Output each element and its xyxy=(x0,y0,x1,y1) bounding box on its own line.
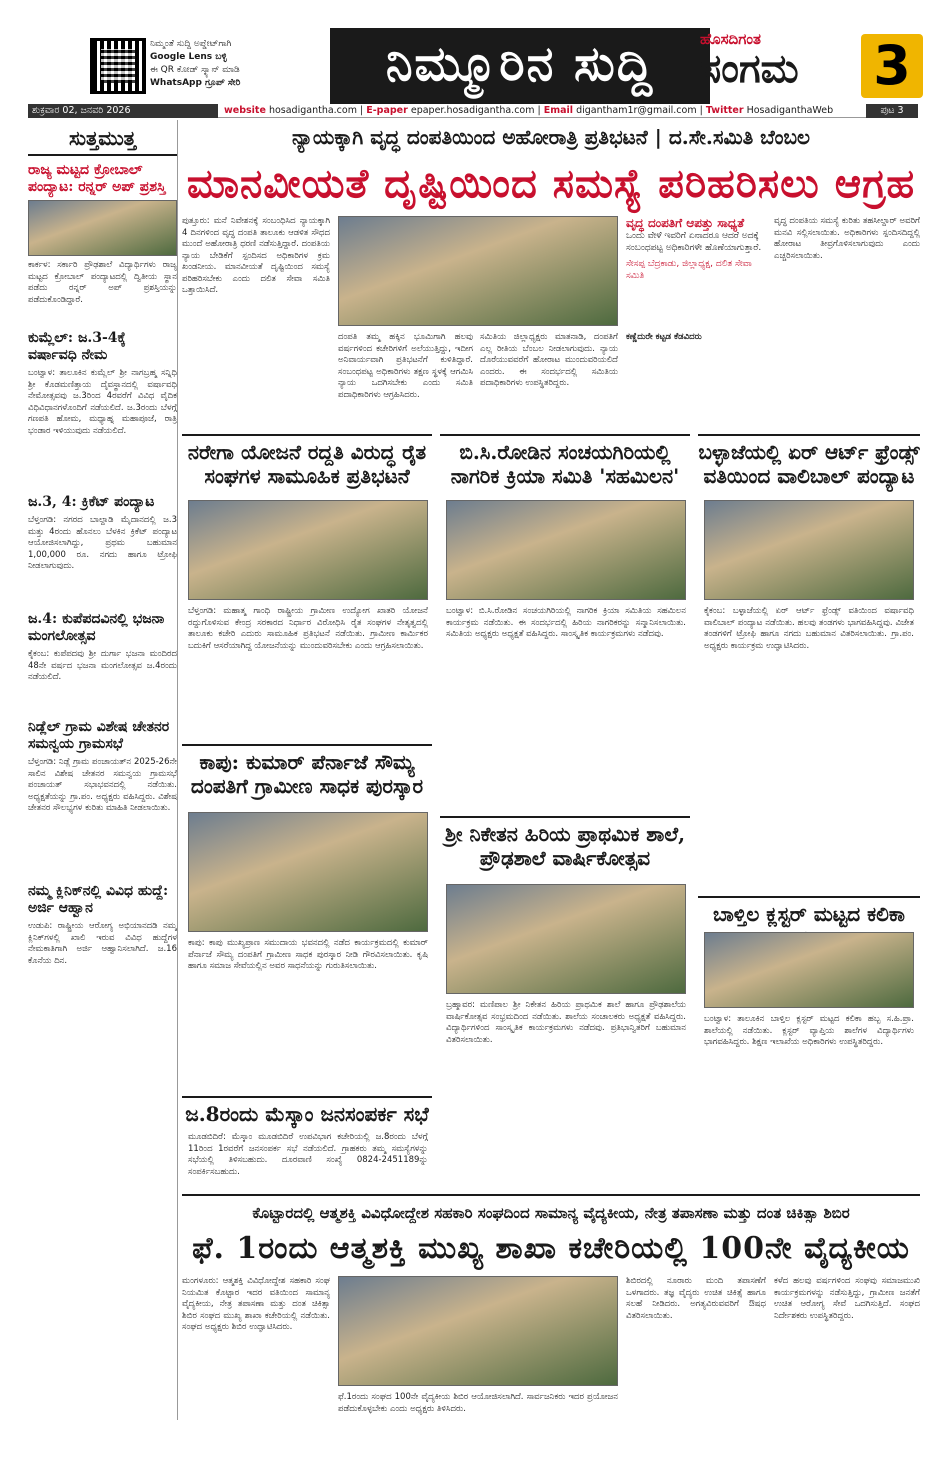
bottom-body: ಶಿಬಿರದಲ್ಲಿ ನೂರಾರು ಮಂದಿ ತಪಾಸಣೆಗೆ ಒಳಗಾದರು. ತಜ್ಞ ವೈದ್ಯರು ಉಚಿತ ಚಿಕಿತ್ಸೆ ಹಾಗೂ ಸಲಹೆ ನೀಡಿದರು. ಅಗತ್ಯವಿರುವವರಿಗೆ ಔಷಧ ವಿತರಿಸಲಾಯಿತು. xyxy=(626,1276,766,1321)
email-link[interactable]: digantham1r@gmail.com xyxy=(576,105,697,116)
divider xyxy=(182,1194,920,1196)
website-link[interactable]: hosadigantha.com xyxy=(268,105,357,116)
lead-photo xyxy=(338,216,618,326)
quote-text: ಒಂದು ವೇಳೆ ಇವರಿಗೆ ಏನಾದರೂ ಆದರೆ ಅದಕ್ಕೆ ಸಂಬಂಧಪಟ್ಟ ಅಧಿಕಾರಿಗಳೇ ಹೊಣೆಯಾಗುತ್ತಾರೆ. xyxy=(626,231,762,253)
promo-line: ನಿಮ್ಮಂತೆ ಸುದ್ದಿ ಅಪ್ಡೇಟ್‌ಗಾಗಿ xyxy=(150,39,232,49)
brief-photo xyxy=(28,200,177,256)
epaper-link[interactable]: epaper.hosadigantha.com xyxy=(410,105,535,116)
page-number: 3 xyxy=(861,34,923,98)
story-body: ಕಾಪು: ಕಾಪು ಮುಖ್ಯಪ್ರಾಣ ಸಮುದಾಯ ಭವನದಲ್ಲಿ ನಡೆದ ಕಾರ್ಯಕ್ರಮದಲ್ಲಿ ಕುಮಾರ್ ಪೆರ್ನಾಜೆ ಸೌಮ್ಯ ದಂಪತಿಗೆ ಗ್ರಾಮೀಣ ಸಾಧಕ ಪುರಸ್ಕಾರ ನೀಡಿ ಗೌರವಿಸಲಾಯಿತು. ಕೃಷಿ ಹಾಗೂ ಸಮಾಜ ಸೇವೆಯಲ್ಲಿನ ಅವರ ಸಾಧನೆಯನ್ನು ಗುರುತಿಸಲಾಯಿತು. xyxy=(188,938,428,971)
story-title: ಬಳ್ಳಾಜೆಯಲ್ಲಿ ಏರ್ ಆರ್ಟ್ ಫ್ರೆಂಡ್ಸ್ ವತಿಯಿಂದ ವಾಲಿಬಾಲ್ ಪಂದ್ಯಾಟ xyxy=(698,434,920,496)
story-body: ಬಂಟ್ವಾಳ: ತಾಲೂಕಿನ ಬಾಳ್ತಿಲ ಕ್ಲಸ್ಟರ್ ಮಟ್ಟದ ಕಲಿಕಾ ಹಬ್ಬ ಸ.ಹಿ.ಪ್ರಾ. ಶಾಲೆಯಲ್ಲಿ ನಡೆಯಿತು. ಕ್ಲಸ್ಟರ್ ವ್ಯಾಪ್ತಿಯ ಶಾಲೆಗಳ ವಿದ್ಯಾರ್ಥಿಗಳು ಭಾಗವಹಿಸಿದ್ದರು. ಶಿಕ್ಷಣ ಇಲಾಖೆಯ ಅಧಿಕಾರಿಗಳು ಉಪಸ್ಥಿತರಿದ್ದರು. xyxy=(704,1014,914,1047)
brief-title: ಕುಮ್ಲೆಲ್: ಜ.3-4ಕ್ಕೆ ವರ್ಷಾವಧಿ ನೇಮ xyxy=(28,330,126,363)
story-photo xyxy=(446,500,686,600)
brand-name: ಸಂಗಮ xyxy=(700,45,799,92)
lead-body: ದಂಪತಿ ತಮ್ಮ ಹಕ್ಕಿನ ಭೂಮಿಗಾಗಿ ಹಲವು ವರ್ಷಗಳಿಂದ ಕಚೇರಿಗಳಿಗೆ ಅಲೆಯುತ್ತಿದ್ದು, ಇದೀಗ ಅನಿವಾರ್ಯವಾಗಿ ಪ್ರತಿಭಟನೆಗೆ ಕುಳಿತಿದ್ದಾರೆ. ಸಂಬಂಧಪಟ್ಟ ಅಧಿಕಾರಿಗಳು ತಕ್ಷಣ ಸ್ಥಳಕ್ಕೆ ಆಗಮಿಸಿ ನ್ಯಾಯ ಒದಗಿಸಬೇಕು ಎಂದು ಸಮಿತಿ ಪದಾಧಿಕಾರಿಗಳು ಆಗ್ರಹಿಸಿದರು. xyxy=(338,332,473,400)
bottom-photo xyxy=(338,1276,618,1386)
story-body: ಬೆಳ್ತಂಗಡಿ: ಮಹಾತ್ಮ ಗಾಂಧಿ ರಾಷ್ಟ್ರೀಯ ಗ್ರಾಮೀಣ ಉದ್ಯೋಗ ಖಾತರಿ ಯೋಜನೆ ರದ್ದುಗೊಳಿಸುವ ಕೇಂದ್ರ ಸರಕಾರದ ನಿರ್ಧಾರ ವಿರೋಧಿಸಿ ರೈತ ಸಂಘಗಳ ನೇತೃತ್ವದಲ್ಲಿ ತಾಲೂಕು ಕಚೇರಿ ಎದುರು ಸಾಮೂಹಿಕ ಪ್ರತಿಭಟನೆ ನಡೆಯಿತು. ಗ್ರಾಮೀಣ ಕಾರ್ಮಿಕರ ಬದುಕಿಗೆ ಆಸರೆಯಾಗಿದ್ದ ಯೋಜನೆಯನ್ನು ಮುಂದುವರಿಸಬೇಕು ಎಂದು ಆಗ್ರಹಿಸಲಾಯಿತು. xyxy=(188,606,428,651)
brief-title: ರಾಜ್ಯ ಮಟ್ಟದ ಕ್ರೋಬಾಲ್ ಪಂದ್ಯಾಟ: ರನ್ನರ್ ಅಪ್ ಪ್ರಶಸ್ತಿ xyxy=(28,162,166,195)
masthead xyxy=(0,0,945,104)
lead-subhead: ಕಣ್ಣೆದುರೇ ಕಟ್ಟಡ ಕೆಡವಿದರು xyxy=(626,332,702,342)
brief-body: ಬಂಟ್ವಾಳ: ತಾಲೂಕಿನ ಕುಮ್ಲೆಲ್ ಶ್ರೀ ನಾಗಬ್ರಹ್ಮ ಸನ್ನಿಧಿ ಶ್ರೀ ಕೊಡಮಣಿತ್ತಾಯ ದೈವಸ್ಥಾನದಲ್ಲಿ ವರ್ಷಾವಧಿ ನೇಮೋತ್ಸವವು ಜ.3ರಿಂದ 4ರವರೆಗೆ ವಿವಿಧ ವೈದಿಕ ವಿಧಿವಿಧಾನಗಳೊಂದಿಗೆ ನಡೆಯಲಿದೆ. ಜ.3ರಂದು ಬೆಳಗ್ಗೆ ಗಣಪತಿ ಹೋಮ, ಮಧ್ಯಾಹ್ನ ಮಹಾಪೂಜೆ, ರಾತ್ರಿ ಭಂಡಾರ ಇಳಿಯುವುದು ನಡೆಯಲಿದೆ. xyxy=(28,368,177,436)
brand-tag: ಹೊಸದಿಗಂತ xyxy=(700,30,761,48)
story-title: ಬಿ.ಸಿ.ರೋಡಿನ ಸಂಚಯಗಿರಿಯಲ್ಲಿ ನಾಗರಿಕ ಕ್ರಿಯಾ ಸಮಿತಿ 'ಸಹಮಿಲನ' xyxy=(440,434,690,496)
qr-code-icon xyxy=(90,38,146,94)
bottom-headline: ಫೆ. 1ರಂದು ಆತ್ಮಶಕ್ತಿ ಮುಖ್ಯ ಶಾಖಾ ಕಚೇರಿಯಲ್ಲಿ 100ನೇ ವೈದ್ಯಕೀಯ xyxy=(192,1231,910,1266)
story-photo xyxy=(188,500,428,600)
lead-headline: ಮಾನವೀಯತೆ ದೃಷ್ಟಿಯಿಂದ ಸಮಸ್ಯೆ ಪರಿಹರಿಸಲು ಆಗ್ರಹ xyxy=(186,160,916,207)
brief-title: ನಮ್ಮ ಕ್ಲಿನಿಕ್‌ನಲ್ಲಿ ವಿವಿಧ ಹುದ್ದೆ: ಅರ್ಜಿ ಆಹ್ವಾನ xyxy=(28,883,169,916)
promo-line: Google Lens ಬಳ್ಳಿ xyxy=(150,52,227,62)
brief-title: ಜ.3, 4: ಕ್ರಿಕೆಟ್ ಪಂದ್ಯಾಟ xyxy=(28,494,155,510)
story-title: ಶ್ರೀ ನಿಕೇತನ ಹಿರಿಯ ಪ್ರಾಥಮಿಕ ಶಾಲೆ, ಪ್ರೌಢಶಾಲೆ ವಾರ್ಷಿಕೋತ್ಸವ xyxy=(440,816,690,878)
quote-author: ಸೇಸಪ್ಪ ಬೆದ್ರಕಾಡು, ಜಿಲ್ಲಾಧ್ಯಕ್ಷ, ದಲಿತ ಸೇವಾ ಸಮಿತಿ xyxy=(626,259,752,281)
date: ಶುಕ್ರವಾರ 02, ಜನವರಿ 2026 xyxy=(28,104,218,118)
twitter-label: Twitter xyxy=(705,105,744,116)
brief-body: ಬೆಳ್ತಂಗಡಿ: ನಿಡ್ಲೆ ಗ್ರಾಮ ಪಂಚಾಯತ್‌ನ 2025-26ನೇ ಸಾಲಿನ ವಿಶೇಷ ಚೇತನರ ಸಮನ್ವಯ ಗ್ರಾಮಸಭೆ ಪಂಚಾಯತ್ ಸಭಾಭವನದಲ್ಲಿ ನಡೆಯಿತು. ಅಧ್ಯಕ್ಷತೆಯನ್ನು ಗ್ರಾ.ಪಂ. ಅಧ್ಯಕ್ಷರು ವಹಿಸಿದ್ದರು. ವಿಶೇಷ ಚೇತನರ ಸೌಲಭ್ಯಗಳ ಕುರಿತು ಮಾಹಿತಿ ನೀಡಲಾಯಿತು. xyxy=(28,757,177,813)
story-title: ಬಾಳ್ತಿಲ ಕ್ಲಸ್ಟರ್ ಮಟ್ಟದ ಕಲಿಕಾ xyxy=(698,896,920,928)
epaper-label: E-paper xyxy=(366,105,408,116)
brief-body: ಕೈಕಂಬ: ಕುಪೆಪದವು ಶ್ರೀ ದುರ್ಗಾ ಭಜನಾ ಮಂದಿರದ 48ನೇ ವರ್ಷದ ಭಜನಾ ಮಂಗಲೋತ್ಸವ ಜ.4ರಂದು ನಡೆಯಲಿದೆ. xyxy=(28,649,177,682)
promo-line: WhatsApp ಗ್ರೂಪ್ ಸೇರಿ xyxy=(150,78,241,88)
story-photo xyxy=(704,500,914,600)
brief-body: ಕಾರ್ಕಳ: ಸರ್ಕಾರಿ ಪ್ರೌಢಶಾಲೆ ವಿದ್ಯಾರ್ಥಿಗಳು ರಾಜ್ಯ ಮಟ್ಟದ ಕ್ರೋಬಾಲ್ ಪಂದ್ಯಾಟದಲ್ಲಿ ದ್ವಿತೀಯ ಸ್ಥಾನ ಪಡೆದು ರನ್ನರ್ ಅಪ್ ಪ್ರಶಸ್ತಿಯನ್ನು ಪಡೆದುಕೊಂಡಿದ್ದಾರೆ. xyxy=(28,260,177,305)
story-body: ಬಂಟ್ವಾಳ: ಬಿ.ಸಿ.ರೋಡಿನ ಸಂಚಯಗಿರಿಯಲ್ಲಿ ನಾಗರಿಕ ಕ್ರಿಯಾ ಸಮಿತಿಯ ಸಹಮಿಲನ ಕಾರ್ಯಕ್ರಮ ನಡೆಯಿತು. ಈ ಸಂದರ್ಭದಲ್ಲಿ ಹಿರಿಯ ನಾಗರಿಕರನ್ನು ಸನ್ಮಾನಿಸಲಾಯಿತು. ಸಮಿತಿಯ ಅಧ್ಯಕ್ಷರು ಅಧ್ಯಕ್ಷತೆ ವಹಿಸಿದ್ದರು. ಸಾಂಸ್ಕೃತಿಕ ಕಾರ್ಯಕ್ರಮಗಳು ನಡೆದವು. xyxy=(446,606,686,639)
contact-links: website hosadigantha.com | E-paper epaper.hosadigantha.com | Email digantham1r@gmail.com | Twitter HosadiganthaWeb xyxy=(224,105,834,116)
page-title: ನಿಮ್ಮೂರಿನ ಸುದ್ದಿ xyxy=(330,28,710,104)
brief-body: ಉಡುಪಿ: ರಾಷ್ಟ್ರೀಯ ಆರೋಗ್ಯ ಅಭಿಯಾನದಡಿ ನಮ್ಮ ಕ್ಲಿನಿಕ್‌ಗಳಲ್ಲಿ ಖಾಲಿ ಇರುವ ವಿವಿಧ ಹುದ್ದೆಗಳ ನೇಮಕಾತಿಗಾಗಿ ಅರ್ಜಿ ಆಹ್ವಾನಿಸಲಾಗಿದೆ. ಜ.16 ಕೊನೆಯ ದಿನ. xyxy=(28,921,177,966)
story-body: ಕೈಕಂಬ: ಬಳ್ಳಾಜೆಯಲ್ಲಿ ಏರ್ ಆರ್ಟ್ ಫ್ರೆಂಡ್ಸ್ ವತಿಯಿಂದ ವರ್ಷಾವಧಿ ವಾಲಿಬಾಲ್ ಪಂದ್ಯಾಟ ನಡೆಯಿತು. ಹಲವು ತಂಡಗಳು ಭಾಗವಹಿಸಿದ್ದವು. ವಿಜೇತ ತಂಡಗಳಿಗೆ ಟ್ರೋಫಿ ಹಾಗೂ ನಗದು ಬಹುಮಾನ ವಿತರಿಸಲಾಯಿತು. ಗ್ರಾ.ಪಂ. ಅಧ್ಯಕ್ಷರು ಕಾರ್ಯಕ್ರಮ ಉದ್ಘಾಟಿಸಿದರು. xyxy=(704,606,914,651)
story-title: ಜ.8ರಂದು ಮೆಸ್ಕಾಂ ಜನಸಂಪರ್ಕ ಸಭೆ xyxy=(182,1096,432,1128)
email-label: Email xyxy=(543,105,574,116)
lead-body: ಪುತ್ತೂರು: ಮನೆ ನಿವೇಶನಕ್ಕೆ ಸಂಬಂಧಿಸಿದ ನ್ಯಾಯಕ್ಕಾಗಿ 4 ದಿನಗಳಿಂದ ವೃದ್ಧ ದಂಪತಿ ತಾಲೂಕು ಆಡಳಿತ ಸೌಧದ ಮುಂದೆ ಅಹೋರಾತ್ರಿ ಧರಣಿ ನಡೆಸುತ್ತಿದ್ದಾರೆ. ದಂಪತಿಯ ನ್ಯಾಯ ಬೇಡಿಕೆಗೆ ಸ್ಪಂದಿಸದ ಅಧಿಕಾರಿಗಳ ಕ್ರಮ ಖಂಡನೀಯ. ಮಾನವೀಯತೆ ದೃಷ್ಟಿಯಿಂದ ಸಮಸ್ಯೆ ಪರಿಹರಿಸಬೇಕು ಎಂದು ದಲಿತ ಸೇವಾ ಸಮಿತಿ ಒತ್ತಾಯಿಸಿದೆ. xyxy=(182,216,330,295)
left-column xyxy=(28,120,178,1420)
edition: ಪುಟ 3 xyxy=(866,104,918,118)
bottom-body: ಕಳೆದ ಹಲವು ವರ್ಷಗಳಿಂದ ಸಂಘವು ಸಮಾಜಮುಖಿ ಕಾರ್ಯಕ್ರಮಗಳನ್ನು ನಡೆಸುತ್ತಿದ್ದು, ಗ್ರಾಮೀಣ ಜನತೆಗೆ ಉಚಿತ ಆರೋಗ್ಯ ಸೇವೆ ಒದಗಿಸುತ್ತಿದೆ. ಸಂಘದ ನಿರ್ದೇಶಕರು ಉಪಸ್ಥಿತರಿದ್ದರು. xyxy=(774,1276,920,1321)
brief-title: ಜ.4: ಕುಪೆಪದವಿನಲ್ಲಿ ಭಜನಾ ಮಂಗಲೋತ್ಸವ xyxy=(28,611,165,644)
lead-kicker: ನ್ಯಾಯಕ್ಕಾಗಿ ವೃದ್ಧ ದಂಪತಿಯಿಂದ ಅಹೋರಾತ್ರಿ ಪ್ರತಿಭಟನೆ | ದ.ಸೇ.ಸಮಿತಿ ಬೆಂಬಲ xyxy=(291,125,811,149)
story-body: ಮೂಡಬಿದಿರೆ: ಮೆಸ್ಕಾಂ ಮೂಡಬಿದಿರೆ ಉಪವಿಭಾಗ ಕಚೇರಿಯಲ್ಲಿ ಜ.8ರಂದು ಬೆಳಗ್ಗೆ 11ರಿಂದ 1ರವರೆಗೆ ಜನಸಂಪರ್ಕ ಸಭೆ ನಡೆಯಲಿದೆ. ಗ್ರಾಹಕರು ತಮ್ಮ ಸಮಸ್ಯೆಗಳನ್ನು ಸಭೆಯಲ್ಲಿ ತಿಳಿಸಬಹುದು. ದೂರವಾಣಿ ಸಂಖ್ಯೆ 0824-2451189ನ್ನು ಸಂಪರ್ಕಿಸಬಹುದು. xyxy=(188,1132,428,1177)
bottom-body: ಮಂಗಳೂರು: ಆತ್ಮಶಕ್ತಿ ವಿವಿಧೋದ್ದೇಶ ಸಹಕಾರಿ ಸಂಘ ನಿಯಮಿತ ಕೊಟ್ಟಾರ ಇದರ ವತಿಯಿಂದ ಸಾಮಾನ್ಯ ವೈದ್ಯಕೀಯ, ನೇತ್ರ ತಪಾಸಣಾ ಮತ್ತು ದಂತ ಚಿಕಿತ್ಸಾ ಶಿಬಿರ ಸಂಘದ ಮುಖ್ಯ ಶಾಖಾ ಕಚೇರಿಯಲ್ಲಿ ನಡೆಯಿತು. ಸಂಘದ ಅಧ್ಯಕ್ಷರು ಶಿಬಿರ ಉದ್ಘಾಟಿಸಿದರು. xyxy=(182,1276,330,1332)
promo-line: ಈ QR ಕೋಡ್ ಸ್ಕ್ಯಾನ್ ಮಾಡಿ xyxy=(150,65,240,75)
twitter-link[interactable]: HosadiganthaWeb xyxy=(746,105,834,116)
story-photo xyxy=(446,884,686,994)
story-photo xyxy=(188,812,428,932)
section-title: ಸುತ್ತಮುತ್ತ xyxy=(28,120,177,156)
lead-body: ವೃದ್ಧ ದಂಪತಿಯ ಸಮಸ್ಯೆ ಕುರಿತು ತಹಸೀಲ್ದಾರ್ ಅವರಿಗೆ ಮನವಿ ಸಲ್ಲಿಸಲಾಯಿತು. ಅಧಿಕಾರಿಗಳು ಸ್ಪಂದಿಸದಿದ್ದಲ್ಲಿ ಹೋರಾಟ ತೀವ್ರಗೊಳಿಸಲಾಗುವುದು ಎಂದು ಎಚ್ಚರಿಸಲಾಯಿತು. xyxy=(774,216,920,261)
bottom-kicker: ಕೊಟ್ಟಾರದಲ್ಲಿ ಆತ್ಮಶಕ್ತಿ ವಿವಿಧೋದ್ದೇಶ ಸಹಕಾರಿ ಸಂಘದಿಂದ ಸಾಮಾನ್ಯ ವೈದ್ಯಕೀಯ, ನೇತ್ರ ತಪಾಸಣಾ ಮತ್ತು ದಂತ ಚಿಕಿತ್ಸಾ ಶಿಬಿರ xyxy=(252,1204,850,1222)
story-body: ಬ್ರಹ್ಮಾವರ: ಮಣಿಪಾಲ ಶ್ರೀ ನಿಕೇತನ ಹಿರಿಯ ಪ್ರಾಥಮಿಕ ಶಾಲೆ ಹಾಗೂ ಪ್ರೌಢಶಾಲೆಯ ವಾರ್ಷಿಕೋತ್ಸವ ಸಂಭ್ರಮದಿಂದ ನಡೆಯಿತು. ಶಾಲೆಯ ಸಂಚಾಲಕರು ಅಧ್ಯಕ್ಷತೆ ವಹಿಸಿದ್ದರು. ವಿದ್ಯಾರ್ಥಿಗಳಿಂದ ಸಾಂಸ್ಕೃತಿಕ ಕಾರ್ಯಕ್ರಮಗಳು ನಡೆದವು. ಪ್ರತಿಭಾನ್ವಿತರಿಗೆ ಬಹುಮಾನ ವಿತರಿಸಲಾಯಿತು. xyxy=(446,1000,686,1045)
lead-body: ಸಮಿತಿಯ ಜಿಲ್ಲಾಧ್ಯಕ್ಷರು ಮಾತನಾಡಿ, ದಂಪತಿಗೆ ಎಲ್ಲ ರೀತಿಯ ಬೆಂಬಲ ನೀಡಲಾಗುವುದು. ನ್ಯಾಯ ದೊರೆಯುವವರೆಗೆ ಹೋರಾಟ ಮುಂದುವರಿಯಲಿದೆ ಎಂದರು. ಈ ಸಂದರ್ಭದಲ್ಲಿ ಸಮಿತಿಯ ಪದಾಧಿಕಾರಿಗಳು ಉಪಸ್ಥಿತರಿದ್ದರು. xyxy=(480,332,618,388)
brief-title: ನಿಡ್ಲೆಲ್ ಗ್ರಾಮ ವಿಶೇಷ ಚೇತನರ ಸಮನ್ವಯ ಗ್ರಾಮಸಭೆ xyxy=(28,719,170,752)
pull-quote xyxy=(626,216,766,324)
promo-text xyxy=(150,38,330,90)
website-label: website xyxy=(224,105,266,116)
story-title: ಕಾಪು: ಕುಮಾರ್ ಪೆರ್ನಾಜೆ ಸೌಮ್ಯ ದಂಪತಿಗೆ ಗ್ರಾಮೀಣ ಸಾಧಕ ಪುರಸ್ಕಾರ xyxy=(182,744,432,806)
story-title: ನರೇಗಾ ಯೋಜನೆ ರದ್ದತಿ ವಿರುದ್ಧ ರೈತ ಸಂಘಗಳ ಸಾಮೂಹಿಕ ಪ್ರತಿಭಟನೆ xyxy=(182,434,432,496)
quote-title: ವೃದ್ಧ ದಂಪತಿಗೆ ಆಪತ್ತು ಸಾಧ್ಯತೆ xyxy=(626,216,745,230)
dateline xyxy=(28,104,918,118)
brief-body: ಬೆಳ್ತಂಗಡಿ: ನಗರದ ಬಾಲ್ದಾಡಿ ಮೈದಾನದಲ್ಲಿ ಜ.3 ಮತ್ತು 4ರಂದು ಹೊನಲು ಬೆಳಕಿನ ಕ್ರಿಕೆಟ್ ಪಂದ್ಯಾಟ ಆಯೋಜಿಸಲಾಗಿದ್ದು, ಪ್ರಥಮ ಬಹುಮಾನ 1,00,000 ರೂ. ನಗದು ಹಾಗೂ ಟ್ರೋಫಿ ನೀಡಲಾಗುವುದು. xyxy=(28,515,177,571)
bottom-body: ಫೆ.1ರಂದು ಸಂಘದ 100ನೇ ವೈದ್ಯಕೀಯ ಶಿಬಿರ ಆಯೋಜಿಸಲಾಗಿದೆ. ಸಾರ್ವಜನಿಕರು ಇದರ ಪ್ರಯೋಜನ ಪಡೆದುಕೊಳ್ಳಬೇಕು ಎಂದು ಅಧ್ಯಕ್ಷರು ತಿಳಿಸಿದರು. xyxy=(338,1392,618,1414)
story-photo xyxy=(704,932,914,1008)
